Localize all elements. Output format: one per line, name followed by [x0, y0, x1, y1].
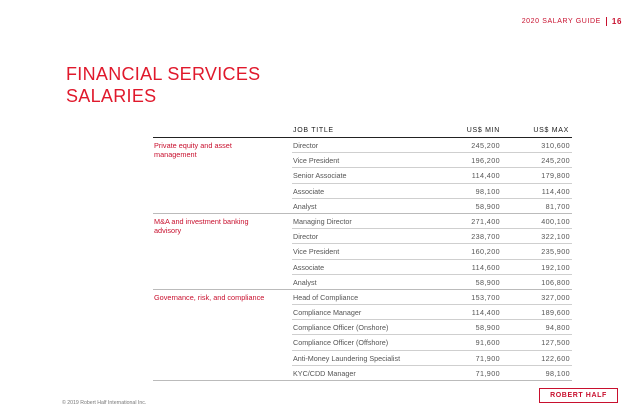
- min-salary-cell: 71,900: [475, 353, 500, 363]
- table-row: [292, 168, 572, 183]
- job-title-cell: Managing Director: [293, 216, 352, 226]
- table-row: [292, 260, 572, 275]
- min-salary-cell: 153,700: [471, 292, 500, 302]
- max-salary-cell: 127,500: [541, 338, 570, 348]
- job-title-cell: Director: [293, 232, 319, 242]
- min-salary-cell: 98,100: [475, 186, 500, 196]
- salary-table: [153, 123, 572, 381]
- table-group: [153, 214, 572, 290]
- table-row: [292, 290, 572, 305]
- table-row: [292, 275, 572, 289]
- job-title-cell: Senior Associate: [293, 171, 347, 181]
- min-salary-cell: 271,400: [471, 216, 500, 226]
- job-title-cell: Analyst: [293, 201, 317, 211]
- max-salary-cell: 122,600: [541, 353, 570, 363]
- min-salary-cell: 58,900: [475, 323, 500, 333]
- job-title-cell: Head of Compliance: [293, 292, 359, 302]
- robert-half-logo: ROBERT HALF: [539, 388, 618, 403]
- group-rows: [292, 214, 572, 289]
- max-salary-cell: 94,800: [545, 323, 570, 333]
- min-salary-cell: 58,900: [475, 277, 500, 287]
- max-salary-cell: 114,400: [541, 186, 570, 196]
- min-salary-cell: 160,200: [471, 247, 500, 257]
- job-title-cell: Associate: [293, 186, 325, 196]
- guide-label: 2020 SALARY GUIDE: [521, 18, 601, 25]
- max-salary-cell: 310,600: [541, 141, 570, 150]
- page-header: [522, 17, 622, 26]
- job-title-cell: Compliance Manager: [293, 308, 362, 318]
- job-title-cell: Compliance Officer (Offshore): [293, 338, 389, 348]
- min-salary-cell: 58,900: [475, 201, 500, 211]
- column-header-min: US$ MIN: [466, 127, 500, 134]
- header-divider: [606, 17, 607, 26]
- group-label: M&A and investment banking advisory: [154, 216, 249, 235]
- table-row: [292, 229, 572, 244]
- table-row: [292, 138, 572, 153]
- group-rows: [292, 290, 572, 380]
- table-row: [292, 305, 572, 320]
- group-label: Governance, risk, and compliance: [154, 292, 265, 302]
- table-row: [292, 244, 572, 259]
- job-title-cell: Analyst: [293, 277, 317, 287]
- max-salary-cell: 106,800: [541, 277, 570, 287]
- min-salary-cell: 91,600: [475, 338, 500, 348]
- group-label: Private equity and asset management: [154, 141, 232, 159]
- max-salary-cell: 192,100: [541, 262, 570, 272]
- min-salary-cell: 71,900: [475, 368, 500, 378]
- max-salary-cell: 327,000: [541, 292, 570, 302]
- table-row: [292, 335, 572, 350]
- min-salary-cell: 245,200: [471, 141, 500, 150]
- table-row: [292, 214, 572, 229]
- table-row: [292, 184, 572, 199]
- table-row: [292, 366, 572, 380]
- min-salary-cell: 114,400: [471, 171, 500, 181]
- max-salary-cell: 179,800: [541, 171, 570, 181]
- table-group: [153, 290, 572, 381]
- table-row: [292, 320, 572, 335]
- job-title-cell: KYC/CDD Manager: [293, 368, 356, 378]
- max-salary-cell: 245,200: [541, 156, 570, 166]
- page-title: [66, 63, 260, 107]
- column-header-max: US$ MAX: [533, 127, 569, 134]
- page-title-line2: SALARIES: [66, 86, 157, 106]
- min-salary-cell: 196,200: [471, 156, 500, 166]
- job-title-cell: Vice President: [293, 247, 340, 257]
- job-title-cell: Director: [293, 141, 319, 150]
- max-salary-cell: 189,600: [541, 308, 570, 318]
- max-salary-cell: 235,900: [541, 247, 570, 257]
- table-row: [292, 153, 572, 168]
- table-header-row: [153, 123, 572, 138]
- max-salary-cell: 322,100: [541, 232, 570, 242]
- copyright-text: © 2019 Robert Half International Inc.: [62, 400, 147, 406]
- min-salary-cell: 114,400: [471, 308, 500, 318]
- page-title-line1: FINANCIAL SERVICES: [66, 64, 261, 84]
- table-group: [153, 138, 572, 214]
- table-row: [292, 351, 572, 366]
- group-rows: [292, 138, 572, 213]
- max-salary-cell: 98,100: [545, 368, 570, 378]
- job-title-cell: Compliance Officer (Onshore): [293, 323, 389, 333]
- column-header-job-title: JOB TITLE: [293, 127, 334, 134]
- table-row: [292, 199, 572, 213]
- page-number: 16: [611, 17, 622, 26]
- job-title-cell: Associate: [293, 262, 325, 272]
- max-salary-cell: 400,100: [541, 216, 570, 226]
- max-salary-cell: 81,700: [545, 201, 570, 211]
- table-body: [153, 138, 572, 381]
- job-title-cell: Vice President: [293, 156, 340, 166]
- min-salary-cell: 114,600: [471, 262, 500, 272]
- min-salary-cell: 238,700: [471, 232, 500, 242]
- job-title-cell: Anti-Money Laundering Specialist: [293, 353, 401, 363]
